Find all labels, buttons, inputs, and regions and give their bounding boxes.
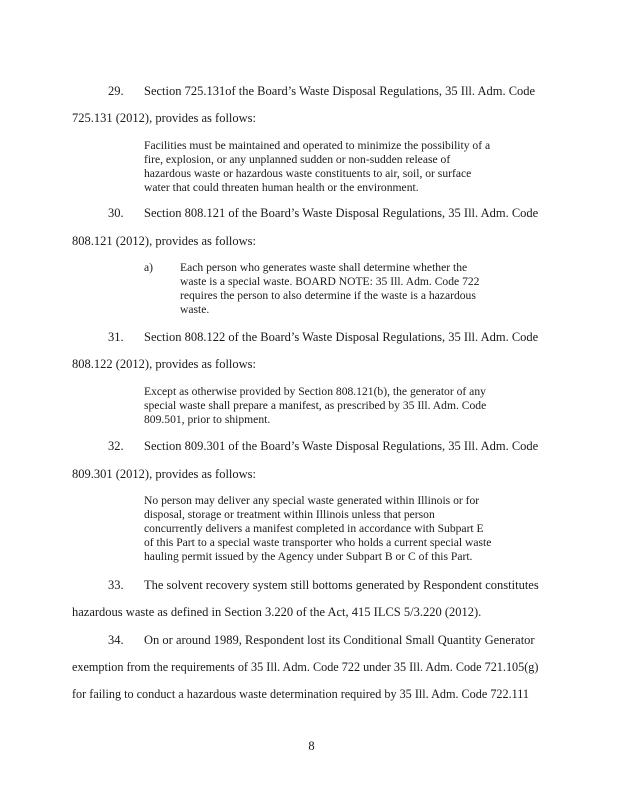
paragraph-lead: On or around 1989, Respondent lost its Conditional Small Quantity Generator <box>144 633 535 647</box>
paragraph-number: 31. <box>108 330 124 344</box>
paragraph-continuation: 808.121 (2012), provides as follows: <box>72 234 257 248</box>
quote-line: hauling permit issued by the Agency under Subpart B or C of this Part. <box>144 550 473 563</box>
paragraph-lead: Section 725.131of the Board’s Waste Disposal Regulations, 35 Ill. Adm. Code <box>144 84 536 98</box>
paragraph-number: 30. <box>108 206 124 220</box>
quote-line: Facilities must be maintained and operated to minimize the possibility of a <box>144 139 491 152</box>
paragraph-lead: Section 808.121 of the Board’s Waste Disposal Regulations, 35 Ill. Adm. Code <box>144 206 539 220</box>
paragraph-continuation: 725.131 (2012), provides as follows: <box>72 111 257 125</box>
list-item-label: a) <box>144 261 154 274</box>
paragraph-lead: Section 808.122 of the Board’s Waste Disposal Regulations, 35 Ill. Adm. Code <box>144 330 539 344</box>
paragraph-lead: Section 809.301 of the Board’s Waste Disposal Regulations, 35 Ill. Adm. Code <box>144 439 539 453</box>
paragraph-continuation: for failing to conduct a hazardous waste determination required by 35 Ill. Adm. Code 722.111 <box>72 687 530 701</box>
quote-line: disposal, storage or treatment within Illinois unless that person <box>144 508 435 521</box>
paragraph-number: 34. <box>108 633 124 647</box>
quote-line: hazardous waste or hazardous waste constituents to air, soil, or surface <box>144 167 472 180</box>
paragraph-continuation: exemption from the requirements of 35 Ill. Adm. Code 722 under 35 Ill. Adm. Code 721.105(g) <box>72 660 539 674</box>
quote-line: Except as otherwise provided by Section 808.121(b), the generator of any <box>144 385 486 398</box>
quote-line: special waste shall prepare a manifest, as prescribed by 35 Ill. Adm. Code <box>144 399 487 412</box>
paragraph-continuation: 808.122 (2012), provides as follows: <box>72 357 257 371</box>
quote-line: waste is a special waste. BOARD NOTE: 35 Ill. Adm. Code 722 <box>180 275 480 288</box>
quote-line: No person may deliver any special waste generated within Illinois or for <box>144 494 480 507</box>
paragraph-continuation: 809.301 (2012), provides as follows: <box>72 467 257 481</box>
paragraph-number: 32. <box>108 439 124 453</box>
quote-line: 809.501, prior to shipment. <box>144 413 271 426</box>
quote-line: waste. <box>180 303 210 316</box>
quote-line: fire, explosion, or any unplanned sudden or non-sudden release of <box>144 153 451 166</box>
paragraph-number: 29. <box>108 84 124 98</box>
paragraph-lead: The solvent recovery system still bottoms generated by Respondent constitutes <box>144 578 539 592</box>
paragraph-number: 33. <box>108 578 124 592</box>
paragraph-continuation: hazardous waste as defined in Section 3.220 of the Act, 415 ILCS 5/3.220 (2012). <box>72 605 482 619</box>
quote-line: Each person who generates waste shall determine whether the <box>180 261 468 274</box>
quote-line: water that could threaten human health or the environment. <box>144 181 419 194</box>
page-number: 8 <box>308 739 315 753</box>
quote-line: requires the person to also determine if the waste is a hazardous <box>180 289 476 302</box>
quote-line: of this Part to a special waste transporter who holds a current special waste <box>144 536 492 549</box>
quote-line: concurrently delivers a manifest completed in accordance with Subpart E <box>144 522 484 535</box>
